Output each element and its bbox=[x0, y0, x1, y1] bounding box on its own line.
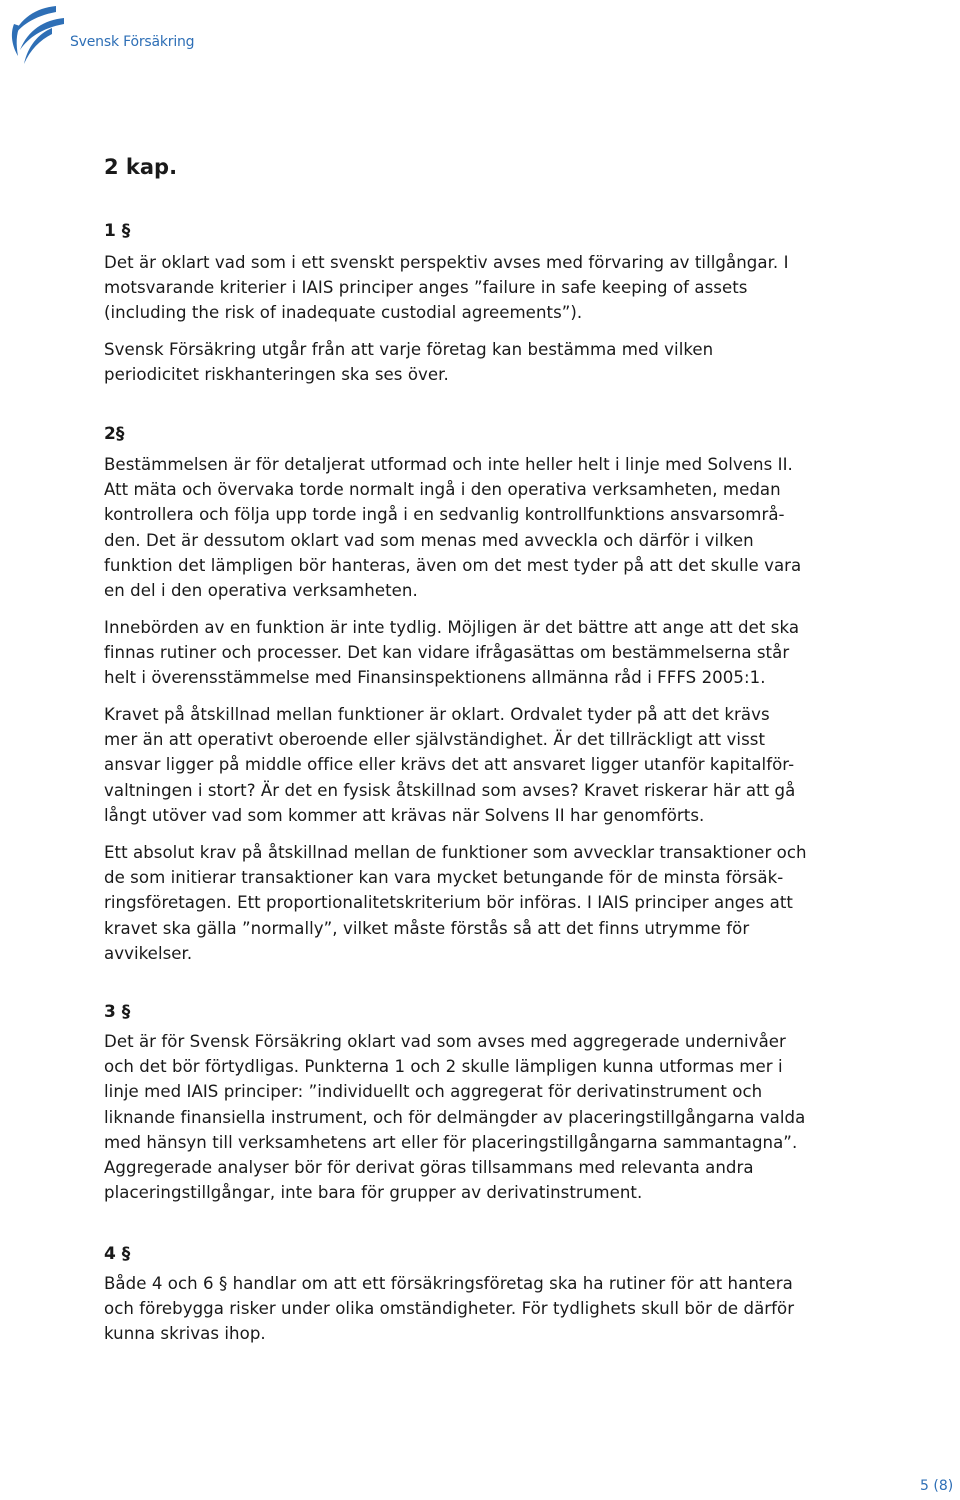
svensk-forsakring-swirl-logo-icon bbox=[6, 4, 68, 66]
section-2-paragraph-2: Innebörden av en funktion är inte tydlig. Möjligen är det bättre att ange att det ska finnas rutiner och processer. Det kan vidare ifrågasättas om bestämmelserna står helt i överensstämmelse med Finansinspektionens allmänna råd i FFFS 2005:1. bbox=[104, 618, 800, 688]
page-number: 5 (8) bbox=[920, 1478, 954, 1494]
section-2-paragraph-3: Kravet på åtskillnad mellan funktioner är oklart. Ordvalet tyder på att det krävs mer än att operativt oberoende eller självständighet. Är det tillräckligt att visst ansvar ligger på middle office eller krävs det att ansvaret ligger utanför kapitalför- valtningen i stort? Är det en fysisk åtskillnad som avses? Kravet riskerar här att gå långt utöver vad som kommer att krävas när Solvens II har genomförts. bbox=[104, 705, 796, 825]
section-heading-1: 1 § bbox=[104, 221, 131, 241]
company-logo bbox=[6, 4, 195, 66]
logo-wordmark: Svensk Försäkring bbox=[70, 34, 195, 50]
chapter-title: 2 kap. bbox=[104, 155, 178, 179]
section-heading-4: 4 § bbox=[104, 1244, 131, 1264]
section-1-paragraph-1: Det är oklart vad som i ett svenskt perspektiv avses med förvaring av tillgångar. I motsvarande kriterier i IAIS principer anges ”failure in safe keeping of assets (including the risk of inadequate custodial agreements”). bbox=[104, 253, 789, 323]
section-heading-3: 3 § bbox=[104, 1002, 131, 1022]
section-3-paragraph-1: Det är för Svensk Försäkring oklart vad som avses med aggregerade undernivåer och det bör förtydligas. Punkterna 1 och 2 skulle lämpligen kunna utformas mer i linje med IAIS principer: ”individuellt och aggregerat för derivatinstrument och liknande finansiella instrument, och för delmängder av placeringstillgångarna valda med hänsyn till verksamhetens art eller för placeringstillgångarna sammantagna”. Aggregerade analyser bör för derivat göras tillsammans med relevanta andra placeringstillgångar, inte bara för grupper av derivatinstrument. bbox=[104, 1032, 806, 1203]
section-2-paragraph-1: Bestämmelsen är för detaljerat utformad och inte heller helt i linje med Solvens II. Att mäta och övervaka torde normalt ingå i den operativa verksamheten, medan kontrollera och följa upp torde ingå i en sedvanlig kontrollfunktions ansvarsområ- den. Det är dessutom oklart vad som menas med avveckla och därför i vilken funktion det lämpligen bör hanteras, även om det mest tyder på att det skulle vara en del i den operativa verksamheten. bbox=[104, 455, 802, 601]
section-heading-2: 2§ bbox=[104, 424, 125, 444]
section-1-paragraph-2: Svensk Försäkring utgår från att varje företag kan bestämma med vilken periodicitet riskhanteringen ska ses över. bbox=[104, 340, 714, 385]
section-2-paragraph-4: Ett absolut krav på åtskillnad mellan de funktioner som avvecklar transaktioner och de som initierar transaktioner kan vara mycket betungande för de minsta försäk- ringsföretagen. Ett proportionalitetskriterium bör införas. I IAIS principer anges att kravet ska gälla ”normally”, vilket måste förstås så att det finns utrymme för avvikelser. bbox=[104, 843, 807, 963]
section-4-paragraph-1: Både 4 och 6 § handlar om att ett försäkringsföretag ska ha rutiner för att hantera och förebygga risker under olika omständigheter. För tydlighets skull bör de därför kunna skrivas ihop. bbox=[104, 1274, 795, 1344]
